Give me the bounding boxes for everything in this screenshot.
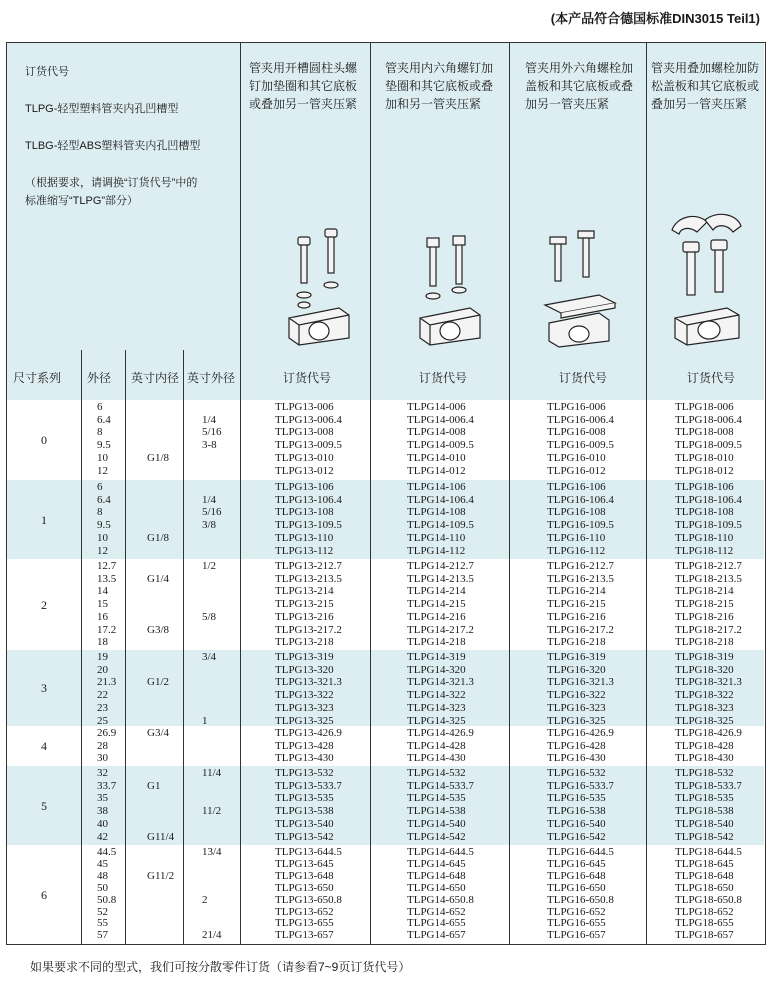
- order-code-cell: TLPG13-109.5: [275, 519, 342, 532]
- outer-diameter-cell: 25: [97, 714, 108, 727]
- inch-outer-cell: 2: [202, 893, 208, 906]
- order-code-cell: TLPG18-323: [675, 701, 734, 714]
- header-order-code-4: 订货代号: [687, 371, 736, 385]
- standard-note: (本产品符合德国标准DIN3015 Teil1): [550, 11, 760, 26]
- order-code-cell: TLPG13-216: [275, 610, 334, 623]
- inch-inner-cell: G3/4: [147, 727, 169, 739]
- order-code-cell: TLPG13-213.5: [275, 572, 342, 585]
- outer-diameter-cell: 12: [97, 544, 108, 557]
- column-title-2: 管夹用内六角螺钉加 垫圈和其它底板或叠 加和另一管夹压紧: [385, 61, 494, 111]
- size-series-label: 5: [41, 798, 47, 813]
- order-code-cell: TLPG16-218: [547, 636, 606, 649]
- order-code-cell: TLPG16-648: [547, 869, 606, 882]
- divider: [183, 350, 184, 944]
- order-code-cell: TLPG16-430: [547, 752, 606, 765]
- order-code-cell: TLPG14-645: [407, 857, 466, 870]
- order-code-cell: TLPG14-320: [407, 663, 466, 676]
- order-code-cell: TLPG14-212.7: [407, 560, 474, 572]
- order-code-cell: TLPG16-652: [547, 905, 606, 918]
- order-code-cell: TLPG13-215: [275, 598, 334, 611]
- order-code-cell: TLPG18-006: [675, 401, 734, 413]
- intro-note: [25, 174, 235, 210]
- inch-outer-cell: 3/8: [202, 519, 217, 532]
- order-code-cell: TLPG13-006.4: [275, 413, 342, 426]
- column-subheader-row: [7, 350, 764, 401]
- inch-inner-cell: G1/8: [147, 531, 169, 544]
- order-code-cell: TLPG14-012: [407, 464, 466, 477]
- order-code-cell: TLPG16-216: [547, 610, 606, 623]
- outer-diameter-cell: 10: [97, 531, 108, 544]
- order-code-cell: TLPG14-106: [407, 481, 466, 493]
- order-code-cell: TLPG18-008: [675, 426, 734, 439]
- order-code-cell: TLPG18-319: [675, 651, 734, 663]
- intro-line-tlpg: TLPG-轻型塑料管夹内孔凹槽型: [25, 103, 179, 115]
- order-code-cell: TLPG18-650.8: [675, 893, 742, 906]
- outer-diameter-cell: 14: [97, 585, 108, 598]
- outer-diameter-cell: 9.5: [97, 439, 111, 452]
- order-code-cell: TLPG16-655: [547, 917, 606, 930]
- order-code-cell: TLPG14-657: [407, 929, 466, 942]
- intro-line-tlbg: TLBG-轻型ABS塑料管夹内孔凹槽型: [25, 140, 201, 152]
- outer-diameter-cell: 22: [97, 689, 108, 702]
- order-code-cell: TLPG16-215: [547, 598, 606, 611]
- order-code-cell: TLPG13-428: [275, 739, 334, 752]
- order-code-cell: TLPG16-106.4: [547, 493, 614, 506]
- order-code-cell: TLPG14-108: [407, 506, 466, 519]
- size-group-4: [7, 726, 764, 767]
- divider: [370, 43, 371, 944]
- order-code-cell: TLPG14-110: [407, 531, 466, 544]
- order-code-cell: TLPG18-533.7: [675, 779, 742, 792]
- order-code-cell: TLPG16-657: [547, 929, 606, 942]
- outer-diameter-cell: 9.5: [97, 519, 111, 532]
- order-code-cell: TLPG16-538: [547, 805, 606, 818]
- order-code-cell: TLPG16-214: [547, 585, 606, 598]
- order-code-cell: TLPG16-323: [547, 701, 606, 714]
- size-series-label: 2: [41, 597, 47, 612]
- order-code-cell: TLPG14-426.9: [407, 727, 474, 739]
- order-code-cell: TLPG18-538: [675, 805, 734, 818]
- order-code-cell: TLPG18-655: [675, 917, 734, 930]
- inch-outer-cell: 11/4: [202, 767, 222, 779]
- order-code-cell: TLPG13-644.5: [275, 846, 342, 858]
- order-code-cell: TLPG14-106.4: [407, 493, 474, 506]
- outer-diameter-cell: 16: [97, 610, 108, 623]
- order-code-cell: TLPG18-321.3: [675, 676, 742, 689]
- order-code-cell: TLPG16-217.2: [547, 623, 614, 636]
- size-group-1: [7, 480, 764, 560]
- intro-text: [25, 63, 235, 210]
- order-code-cell: TLPG14-430: [407, 752, 466, 765]
- order-code-cell: TLPG14-325: [407, 714, 466, 727]
- clamp-hex-socket-illustration: [412, 228, 492, 348]
- outer-diameter-cell: 8: [97, 506, 103, 519]
- order-code-cell: TLPG16-542: [547, 830, 606, 843]
- outer-diameter-cell: 45: [97, 857, 108, 870]
- outer-diameter-cell: 26.9: [97, 727, 117, 739]
- outer-diameter-cell: 28: [97, 739, 108, 752]
- order-code-cell: TLPG16-110: [547, 531, 606, 544]
- order-code-cell: TLPG16-321.3: [547, 676, 614, 689]
- outer-diameter-cell: 15: [97, 598, 108, 611]
- order-code-cell: TLPG14-542: [407, 830, 466, 843]
- outer-diameter-cell: 30: [97, 752, 108, 765]
- order-code-cell: TLPG16-428: [547, 739, 606, 752]
- size-series-label: 3: [41, 681, 47, 695]
- column-title-3: 管夹用外六角螺栓加 盖板和其它底板或叠 加另一管夹压紧: [525, 61, 634, 111]
- order-code-cell: TLPG13-106: [275, 481, 334, 493]
- outer-diameter-cell: 32: [97, 767, 108, 779]
- order-code-cell: TLPG14-535: [407, 792, 466, 805]
- column-title-1: 管夹用开槽圆柱头螺 钉加垫圈和其它底板 或叠加另一管夹压紧: [249, 61, 358, 111]
- inch-inner-cell: G11/2: [147, 869, 175, 882]
- order-code-cell: TLPG18-652: [675, 905, 734, 918]
- outer-diameter-cell: 50: [97, 881, 108, 894]
- divider: [509, 43, 510, 944]
- order-code-cell: TLPG14-322: [407, 689, 466, 702]
- order-code-cell: TLPG13-533.7: [275, 779, 342, 792]
- outer-diameter-cell: 42: [97, 830, 108, 843]
- size-group-5: [7, 766, 764, 846]
- order-code-cell: TLPG13-010: [275, 451, 334, 464]
- order-code-cell: TLPG13-320: [275, 663, 334, 676]
- order-code-cell: TLPG18-106: [675, 481, 734, 493]
- inch-outer-cell: 1/2: [202, 560, 217, 572]
- inch-outer-cell: 21/4: [202, 929, 222, 942]
- clamp-hex-bolt-illustration: [537, 223, 627, 348]
- order-code-cell: TLPG13-323: [275, 701, 334, 714]
- outer-diameter-cell: 13.5: [97, 572, 117, 585]
- order-code-cell: TLPG18-106.4: [675, 493, 742, 506]
- order-code-cell: TLPG16-644.5: [547, 846, 614, 858]
- order-code-cell: TLPG13-106.4: [275, 493, 342, 506]
- order-code-cell: TLPG13-006: [275, 401, 334, 413]
- order-code-cell: TLPG18-214: [675, 585, 734, 598]
- order-code-cell: TLPG13-648: [275, 869, 334, 882]
- order-code-cell: TLPG13-430: [275, 752, 334, 765]
- clamp-stacking-bolt-illustration: [667, 208, 757, 348]
- order-code-cell: TLPG13-655: [275, 917, 334, 930]
- order-code-cell: TLPG18-657: [675, 929, 734, 942]
- order-code-cell: TLPG18-108: [675, 506, 734, 519]
- order-code-cell: TLPG14-650: [407, 881, 466, 894]
- outer-diameter-cell: 50.8: [97, 893, 117, 906]
- order-code-cell: TLPG16-009.5: [547, 439, 614, 452]
- outer-diameter-cell: 6: [97, 481, 103, 493]
- order-code-cell: TLPG14-217.2: [407, 623, 474, 636]
- order-code-cell: TLPG14-319: [407, 651, 466, 663]
- header-inch-outer: 英寸外径: [187, 371, 236, 385]
- outer-diameter-cell: 23: [97, 701, 108, 714]
- order-code-cell: TLPG14-655: [407, 917, 466, 930]
- order-code-cell: TLPG16-109.5: [547, 519, 614, 532]
- order-code-cell: TLPG14-112: [407, 544, 466, 557]
- size-series-label: 6: [41, 887, 47, 902]
- order-code-cell: TLPG16-112: [547, 544, 606, 557]
- order-code-cell: TLPG14-532: [407, 767, 466, 779]
- inch-outer-cell: 1/4: [202, 493, 217, 506]
- order-code-cell: TLPG13-657: [275, 929, 334, 942]
- order-code-cell: TLPG18-213.5: [675, 572, 742, 585]
- outer-diameter-cell: 57: [97, 929, 108, 942]
- footer-note: 如果要求不同的型式，我们可按分散零件订货（请参看7~9页订货代号）: [30, 960, 411, 974]
- order-code-cell: TLPG14-009.5: [407, 439, 474, 452]
- inch-inner-cell: G3/8: [147, 623, 169, 636]
- order-code-cell: TLPG18-218: [675, 636, 734, 649]
- outer-diameter-cell: 10: [97, 451, 108, 464]
- clamp-slotted-screw-illustration: [279, 223, 359, 348]
- intro-label: 订货代号: [25, 66, 69, 78]
- order-code-cell: TLPG14-006: [407, 401, 466, 413]
- order-code-cell: TLPG18-215: [675, 598, 734, 611]
- header-order-code-3: 订货代号: [559, 371, 608, 385]
- order-code-cell: TLPG13-008: [275, 426, 334, 439]
- header-outer-diameter: 外径: [87, 371, 112, 385]
- order-code-cell: TLPG13-650: [275, 881, 334, 894]
- order-code-cell: TLPG14-109.5: [407, 519, 474, 532]
- order-code-cell: TLPG13-214: [275, 585, 334, 598]
- intro-note-line2: 标准缩写“TLPG”部分）: [25, 195, 139, 207]
- size-series-label: 4: [41, 739, 47, 753]
- order-code-cell: TLPG18-540: [675, 817, 734, 830]
- divider: [646, 43, 647, 944]
- header-order-code-1: 订货代号: [283, 371, 332, 385]
- order-code-cell: TLPG18-112: [675, 544, 734, 557]
- order-code-cell: TLPG16-008: [547, 426, 606, 439]
- order-code-cell: TLPG18-012: [675, 464, 734, 477]
- order-code-cell: TLPG18-430: [675, 752, 734, 765]
- inch-inner-cell: G1/8: [147, 451, 169, 464]
- order-code-cell: TLPG18-212.7: [675, 560, 742, 572]
- order-code-cell: TLPG14-644.5: [407, 846, 474, 858]
- size-series-label: 0: [41, 433, 47, 447]
- order-code-cell: TLPG13-540: [275, 817, 334, 830]
- order-code-cell: TLPG14-010: [407, 451, 466, 464]
- outer-diameter-cell: 18: [97, 636, 108, 649]
- order-code-cell: TLPG14-216: [407, 610, 466, 623]
- order-code-cell: TLPG14-323: [407, 701, 466, 714]
- order-code-cell: TLPG13-012: [275, 464, 334, 477]
- divider: [240, 350, 241, 944]
- order-code-cell: TLPG14-218: [407, 636, 466, 649]
- inch-outer-cell: 3-8: [202, 439, 217, 452]
- divider: [125, 350, 126, 944]
- header-size-series: 尺寸系列: [13, 371, 62, 385]
- size-group-6: [7, 845, 764, 945]
- outer-diameter-cell: 35: [97, 792, 108, 805]
- inch-outer-cell: 1/4: [202, 413, 217, 426]
- outer-diameter-cell: 8: [97, 426, 103, 439]
- order-code-cell: TLPG18-650: [675, 881, 734, 894]
- order-code-cell: TLPG13-538: [275, 805, 334, 818]
- order-code-cell: TLPG13-108: [275, 506, 334, 519]
- order-code-cell: TLPG13-319: [275, 651, 334, 663]
- column-title-4: 管夹用叠加螺栓加防 松盖板和其它底板或 叠加另一管夹压紧: [651, 61, 760, 111]
- inch-outer-cell: 11/2: [202, 805, 222, 818]
- intro-note-line1: （根据要求，请调换“订货代号”中的: [25, 177, 198, 189]
- inch-outer-cell: 13/4: [202, 846, 222, 858]
- order-code-cell: TLPG16-532: [547, 767, 606, 779]
- order-code-cell: TLPG13-322: [275, 689, 334, 702]
- order-code-cell: TLPG13-532: [275, 767, 334, 779]
- order-code-cell: TLPG16-006.4: [547, 413, 614, 426]
- order-code-cell: TLPG18-644.5: [675, 846, 742, 858]
- order-code-cell: TLPG13-645: [275, 857, 334, 870]
- order-code-cell: TLPG16-535: [547, 792, 606, 805]
- order-code-cell: TLPG18-109.5: [675, 519, 742, 532]
- divider: [240, 43, 241, 350]
- order-code-cell: TLPG13-212.7: [275, 560, 342, 572]
- order-code-cell: TLPG13-325: [275, 714, 334, 727]
- order-code-cell: TLPG16-012: [547, 464, 606, 477]
- order-code-cell: TLPG16-650.8: [547, 893, 614, 906]
- order-code-cell: TLPG13-650.8: [275, 893, 342, 906]
- order-code-cell: TLPG13-217.2: [275, 623, 342, 636]
- outer-diameter-cell: 55: [97, 917, 108, 930]
- order-code-cell: TLPG16-533.7: [547, 779, 614, 792]
- order-code-cell: TLPG14-538: [407, 805, 466, 818]
- order-code-cell: TLPG14-533.7: [407, 779, 474, 792]
- order-code-cell: TLPG18-217.2: [675, 623, 742, 636]
- order-code-cell: TLPG18-322: [675, 689, 734, 702]
- order-code-cell: TLPG18-006.4: [675, 413, 742, 426]
- order-code-cell: TLPG16-006: [547, 401, 606, 413]
- size-group-3: [7, 650, 764, 727]
- order-code-cell: TLPG13-321.3: [275, 676, 342, 689]
- order-code-cell: TLPG18-428: [675, 739, 734, 752]
- order-code-cell: TLPG18-532: [675, 767, 734, 779]
- inch-outer-cell: 5/8: [202, 610, 217, 623]
- header-inch-inner: 英寸内径: [131, 371, 180, 385]
- order-code-cell: TLPG14-540: [407, 817, 466, 830]
- order-code-cell: TLPG14-008: [407, 426, 466, 439]
- inch-outer-cell: 3/4: [202, 651, 217, 663]
- order-code-cell: TLPG14-214: [407, 585, 466, 598]
- order-code-cell: TLPG18-010: [675, 451, 734, 464]
- order-code-cell: TLPG13-218: [275, 636, 334, 649]
- outer-diameter-cell: 12: [97, 464, 108, 477]
- order-code-cell: TLPG13-542: [275, 830, 334, 843]
- size-series-label: 1: [41, 512, 47, 527]
- size-group-0: [7, 400, 764, 481]
- outer-diameter-cell: 12.7: [97, 560, 117, 572]
- order-code-cell: TLPG16-320: [547, 663, 606, 676]
- inch-inner-cell: G11/4: [147, 830, 175, 843]
- order-code-cell: TLPG18-542: [675, 830, 734, 843]
- order-code-cell: TLPG14-428: [407, 739, 466, 752]
- order-code-cell: TLPG14-652: [407, 905, 466, 918]
- outer-diameter-cell: 21.3: [97, 676, 117, 689]
- outer-diameter-cell: 6.4: [97, 413, 111, 426]
- inch-inner-cell: G1/2: [147, 676, 169, 689]
- outer-diameter-cell: 19: [97, 651, 108, 663]
- order-code-cell: TLPG14-213.5: [407, 572, 474, 585]
- inch-inner-cell: G1: [147, 779, 161, 792]
- product-table: [6, 42, 766, 945]
- order-code-cell: TLPG16-540: [547, 817, 606, 830]
- outer-diameter-cell: 6.4: [97, 493, 111, 506]
- outer-diameter-cell: 52: [97, 905, 108, 918]
- order-code-cell: TLPG13-112: [275, 544, 334, 557]
- order-code-cell: TLPG13-535: [275, 792, 334, 805]
- order-code-cell: TLPG16-106: [547, 481, 606, 493]
- order-code-cell: TLPG14-006.4: [407, 413, 474, 426]
- outer-diameter-cell: 44.5: [97, 846, 117, 858]
- divider: [81, 350, 82, 944]
- order-code-cell: TLPG13-009.5: [275, 439, 342, 452]
- order-code-cell: TLPG18-009.5: [675, 439, 742, 452]
- inch-outer-cell: 1: [202, 714, 208, 727]
- order-code-cell: TLPG18-426.9: [675, 727, 742, 739]
- order-code-cell: TLPG13-110: [275, 531, 334, 544]
- outer-diameter-cell: 40: [97, 817, 108, 830]
- order-code-cell: TLPG18-645: [675, 857, 734, 870]
- order-code-cell: TLPG16-650: [547, 881, 606, 894]
- order-code-cell: TLPG18-648: [675, 869, 734, 882]
- inch-outer-cell: 5/16: [202, 426, 222, 439]
- order-code-cell: TLPG18-110: [675, 531, 734, 544]
- order-code-cell: TLPG16-325: [547, 714, 606, 727]
- inch-outer-cell: 5/16: [202, 506, 222, 519]
- table-header: [7, 43, 764, 351]
- order-code-cell: TLPG16-213.5: [547, 572, 614, 585]
- outer-diameter-cell: 6: [97, 401, 103, 413]
- order-code-cell: TLPG14-648: [407, 869, 466, 882]
- order-code-cell: TLPG13-426.9: [275, 727, 342, 739]
- outer-diameter-cell: 48: [97, 869, 108, 882]
- order-code-cell: TLPG16-212.7: [547, 560, 614, 572]
- order-code-cell: TLPG18-320: [675, 663, 734, 676]
- order-code-cell: TLPG14-650.8: [407, 893, 474, 906]
- outer-diameter-cell: 33.7: [97, 779, 117, 792]
- outer-diameter-cell: 38: [97, 805, 108, 818]
- order-code-cell: TLPG18-216: [675, 610, 734, 623]
- size-group-2: [7, 559, 764, 651]
- outer-diameter-cell: 20: [97, 663, 108, 676]
- order-code-cell: TLPG16-010: [547, 451, 606, 464]
- order-code-cell: TLPG16-319: [547, 651, 606, 663]
- header-order-code-2: 订货代号: [419, 371, 468, 385]
- order-code-cell: TLPG13-652: [275, 905, 334, 918]
- order-code-cell: TLPG18-535: [675, 792, 734, 805]
- order-code-cell: TLPG14-215: [407, 598, 466, 611]
- inch-inner-cell: G1/4: [147, 572, 169, 585]
- order-code-cell: TLPG16-426.9: [547, 727, 614, 739]
- order-code-cell: TLPG16-108: [547, 506, 606, 519]
- order-code-cell: TLPG14-321.3: [407, 676, 474, 689]
- order-code-cell: TLPG16-645: [547, 857, 606, 870]
- order-code-cell: TLPG16-322: [547, 689, 606, 702]
- order-code-cell: TLPG18-325: [675, 714, 734, 727]
- outer-diameter-cell: 17.2: [97, 623, 117, 636]
